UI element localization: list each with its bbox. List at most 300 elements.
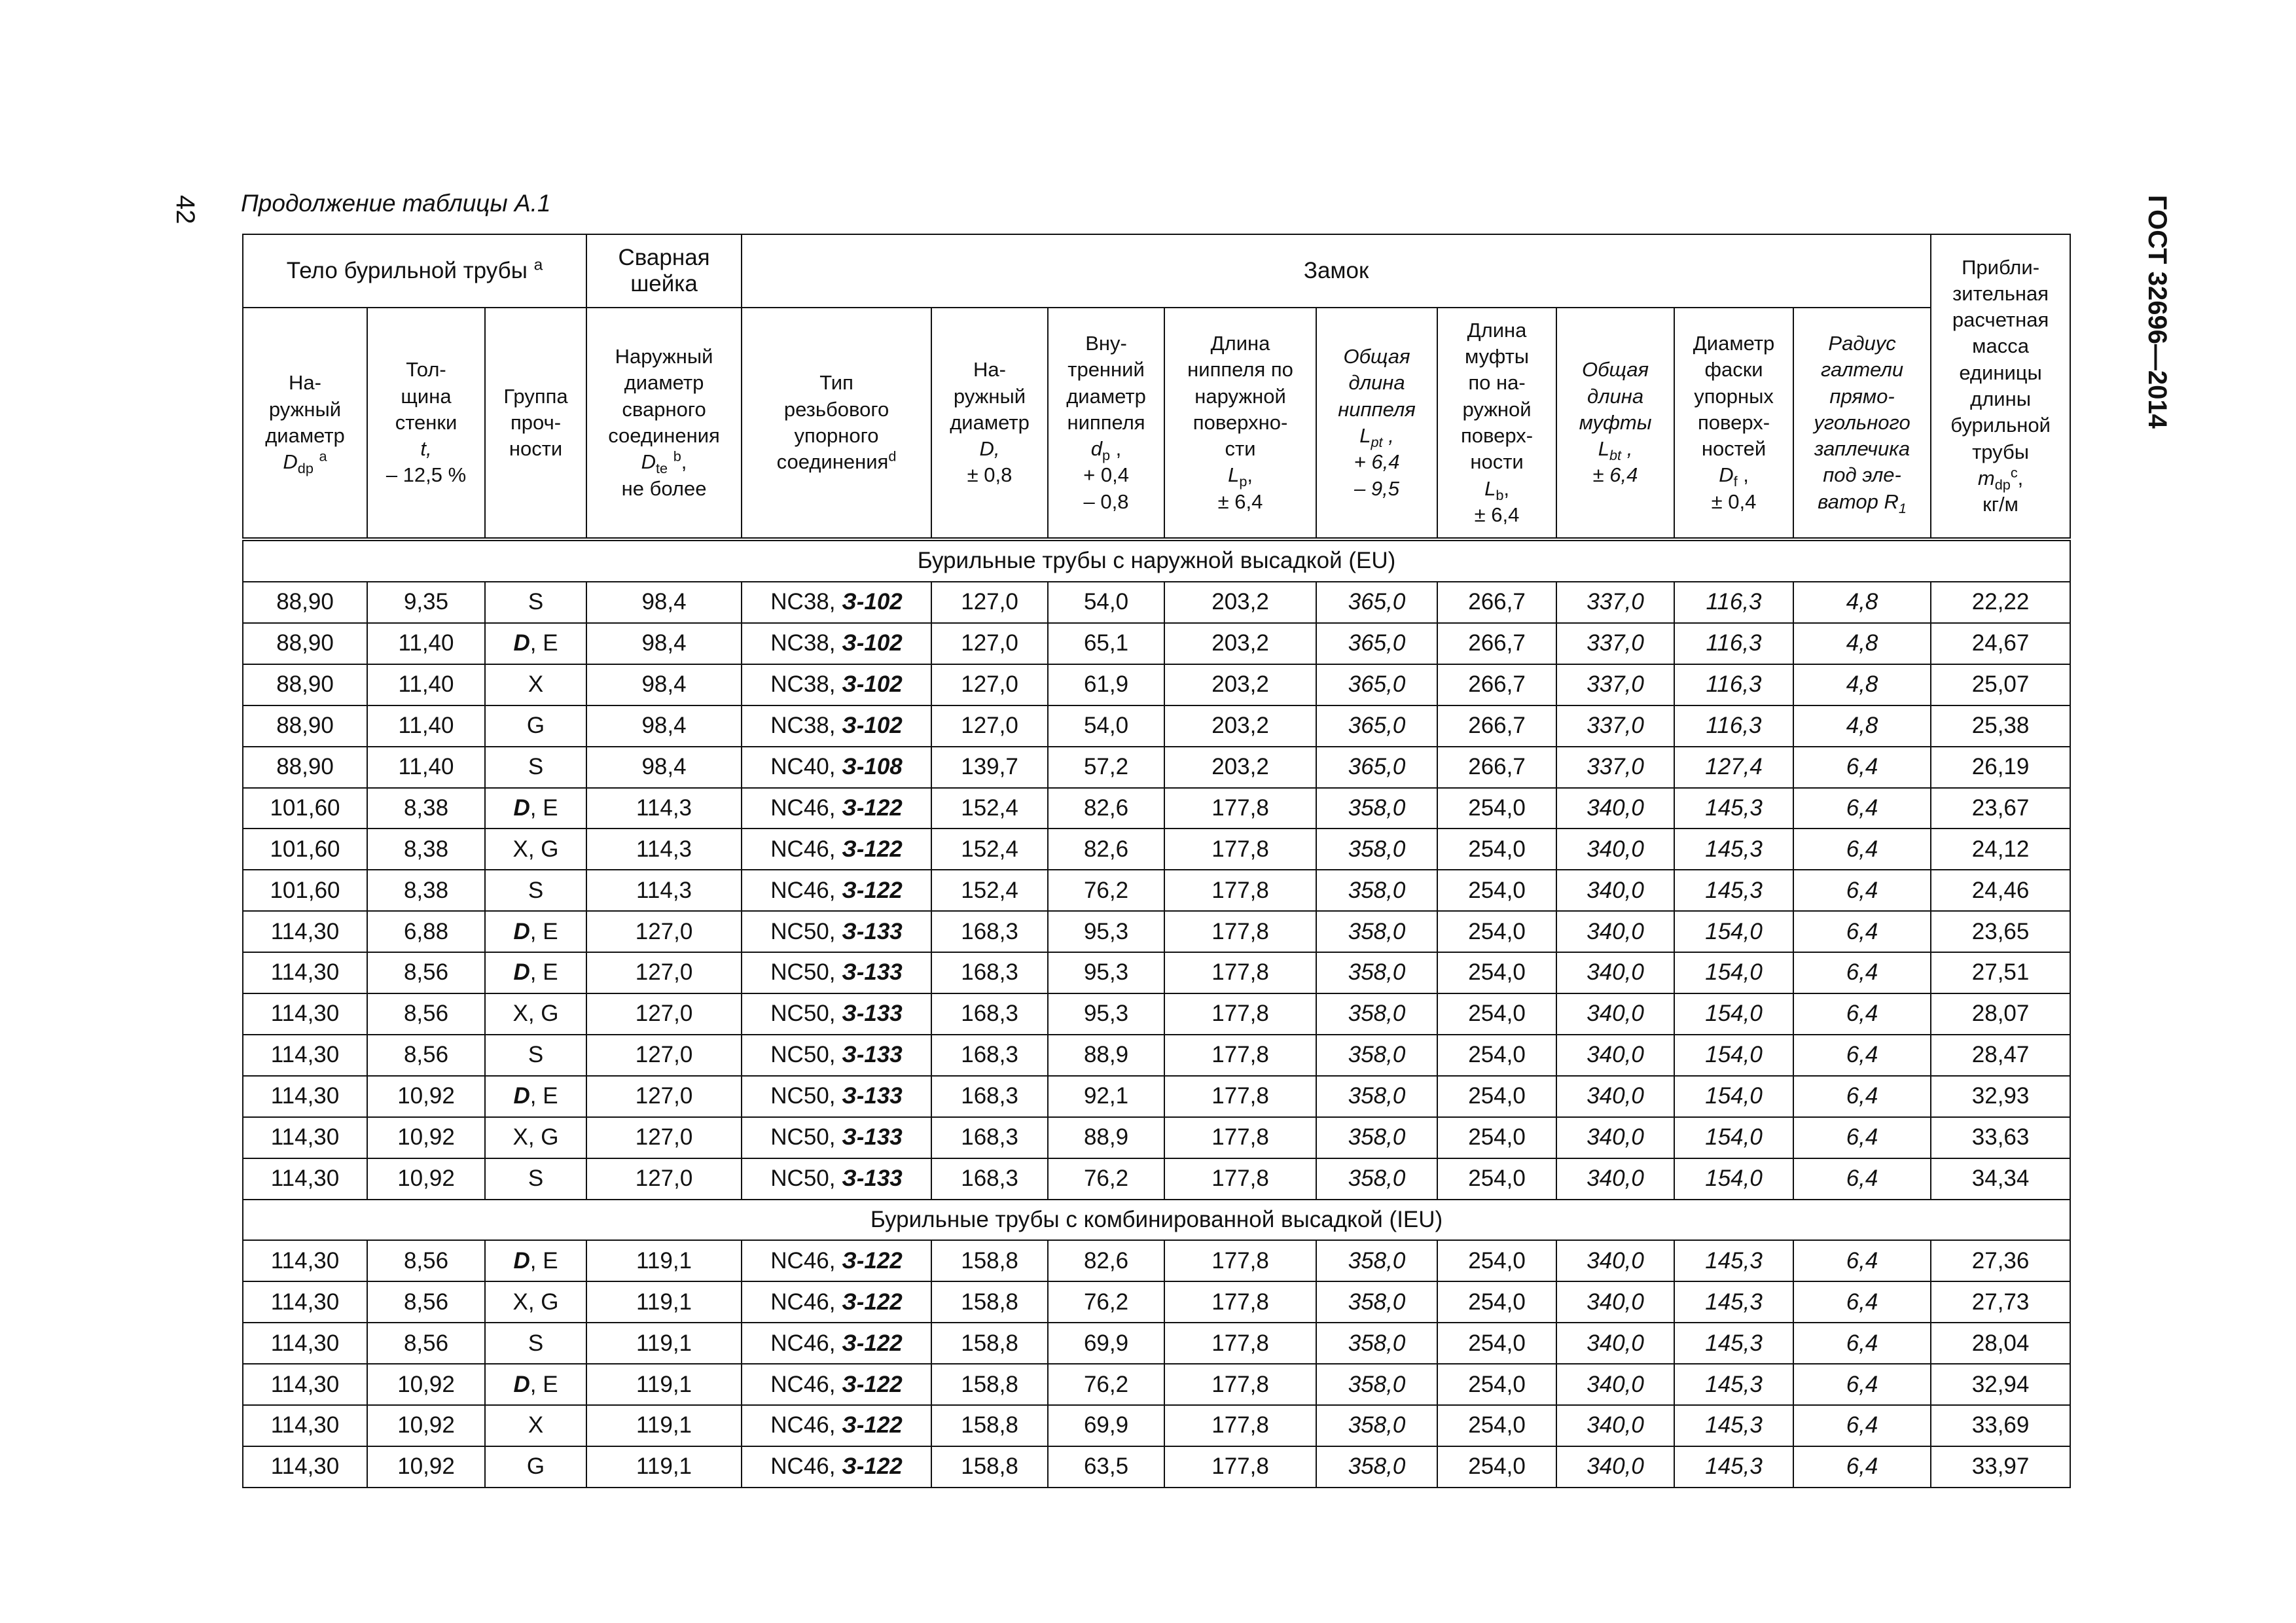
- table-row: [243, 1281, 2070, 1323]
- cell-box-total-length: 337,0: [1556, 747, 1674, 788]
- cell-shoulder-radius: 6,4: [1793, 1405, 1931, 1446]
- cell-box-length: 254,0: [1437, 1240, 1556, 1281]
- cell-neck-outside-diameter: 98,4: [586, 705, 742, 747]
- grade-secondary: , E: [529, 794, 558, 821]
- cell-box-total-length: 337,0: [1556, 623, 1674, 664]
- cell-box-length: 254,0: [1437, 788, 1556, 829]
- cell-box-total-length: 340,0: [1556, 993, 1674, 1035]
- header-outside-diameter: На- ружный диаметр $D_{dp}$ $^a$: [243, 308, 367, 539]
- thread-api: NC50,: [770, 1083, 842, 1109]
- cell-pin-total-length: 358,0: [1316, 1117, 1437, 1158]
- grade-primary: X: [528, 1412, 544, 1438]
- cell-box-length: 254,0: [1437, 1323, 1556, 1364]
- cell-mass: 27,51: [1931, 952, 2070, 993]
- cell-joint-outside-diameter: 127,0: [931, 623, 1048, 664]
- grade-secondary: , E: [529, 918, 558, 944]
- cell-thread-type: [742, 952, 931, 993]
- cell-mass: 24,67: [1931, 623, 2070, 664]
- table-row: [243, 993, 2070, 1035]
- cell-steel-grade: [485, 829, 586, 870]
- grade-primary: D: [513, 630, 530, 656]
- cell-chamfer-diameter: 154,0: [1674, 911, 1793, 952]
- cell-outside-diameter: 114,30: [243, 952, 367, 993]
- header-thread-type: Тип резьбового упорного соединения$^d$: [742, 308, 931, 539]
- cell-chamfer-diameter: 145,3: [1674, 870, 1793, 911]
- cell-wall-thickness: 6,88: [367, 911, 485, 952]
- header-pipe-body: Тело бурильной трубы $^a$: [243, 234, 586, 308]
- thread-gost: З-122: [842, 1412, 903, 1438]
- cell-box-total-length: 340,0: [1556, 952, 1674, 993]
- cell-shoulder-radius: 6,4: [1793, 1158, 1931, 1200]
- thread-api: NC46,: [770, 1371, 842, 1397]
- cell-chamfer-diameter: 116,3: [1674, 623, 1793, 664]
- cell-joint-outside-diameter: 158,8: [931, 1240, 1048, 1281]
- cell-pin-inside-diameter: 65,1: [1048, 623, 1164, 664]
- header-wall-thickness: Тол- щина стенки t, – 12,5 %: [367, 308, 485, 539]
- section-header-row: [243, 1200, 2070, 1241]
- thread-gost: З-102: [842, 713, 903, 739]
- grade-primary: X: [528, 671, 544, 698]
- cell-thread-type: [742, 911, 931, 952]
- thread-api: NC46,: [770, 1412, 842, 1438]
- cell-neck-outside-diameter: 119,1: [586, 1405, 742, 1446]
- thread-gost: З-133: [842, 1042, 903, 1068]
- cell-steel-grade: [485, 1364, 586, 1405]
- cell-wall-thickness: 8,38: [367, 788, 485, 829]
- cell-mass: 27,36: [1931, 1240, 2070, 1281]
- cell-chamfer-diameter: 154,0: [1674, 1158, 1793, 1200]
- cell-chamfer-diameter: 116,3: [1674, 582, 1793, 623]
- cell-pin-length: 177,8: [1164, 1323, 1316, 1364]
- cell-neck-outside-diameter: 127,0: [586, 1076, 742, 1117]
- cell-pin-total-length: 358,0: [1316, 1405, 1437, 1446]
- cell-joint-outside-diameter: 158,8: [931, 1405, 1048, 1446]
- cell-chamfer-diameter: 116,3: [1674, 705, 1793, 747]
- cell-pin-total-length: 358,0: [1316, 1240, 1437, 1281]
- cell-shoulder-radius: 6,4: [1793, 747, 1931, 788]
- cell-joint-outside-diameter: 168,3: [931, 993, 1048, 1035]
- table-row: [243, 911, 2070, 952]
- cell-steel-grade: [485, 1035, 586, 1076]
- grade-secondary: , E: [529, 1371, 558, 1397]
- cell-pin-inside-diameter: 88,9: [1048, 1117, 1164, 1158]
- cell-neck-outside-diameter: 127,0: [586, 1158, 742, 1200]
- cell-pin-length: 177,8: [1164, 870, 1316, 911]
- cell-outside-diameter: 88,90: [243, 705, 367, 747]
- header-neck-outside-diameter: Наружный диаметр сварного соединения $D_{te}$ $^b$, не более: [586, 308, 742, 539]
- thread-api: NC46,: [770, 1247, 842, 1274]
- thread-api: NC46,: [770, 877, 842, 903]
- thread-gost: З-102: [842, 589, 903, 615]
- header-box-total-length: Общая длина муфты $L_{bt}$ , ± 6,4: [1556, 308, 1674, 539]
- grade-primary: X, G: [512, 1124, 559, 1150]
- cell-chamfer-diameter: 145,3: [1674, 1323, 1793, 1364]
- section-title: Бурильные трубы с комбинированной высадкой (IEU): [243, 1200, 2070, 1241]
- cell-mass: 32,94: [1931, 1364, 2070, 1405]
- thread-gost: З-122: [842, 836, 903, 862]
- cell-mass: 27,73: [1931, 1281, 2070, 1323]
- cell-box-total-length: 340,0: [1556, 829, 1674, 870]
- thread-gost: З-122: [842, 877, 903, 903]
- cell-pin-inside-diameter: 69,9: [1048, 1405, 1164, 1446]
- cell-box-length: 254,0: [1437, 1405, 1556, 1446]
- cell-thread-type: [742, 1364, 931, 1405]
- table-row: [243, 1158, 2070, 1200]
- cell-box-total-length: 340,0: [1556, 1446, 1674, 1488]
- table-row: [243, 664, 2070, 705]
- cell-neck-outside-diameter: 114,3: [586, 788, 742, 829]
- cell-neck-outside-diameter: 127,0: [586, 952, 742, 993]
- cell-neck-outside-diameter: 127,0: [586, 1035, 742, 1076]
- section-header-row: [243, 539, 2070, 582]
- cell-pin-inside-diameter: 76,2: [1048, 870, 1164, 911]
- table-row: [243, 1405, 2070, 1446]
- cell-pin-length: 177,8: [1164, 911, 1316, 952]
- cell-wall-thickness: 10,92: [367, 1117, 485, 1158]
- cell-outside-diameter: 114,30: [243, 1240, 367, 1281]
- cell-pin-length: 177,8: [1164, 1117, 1316, 1158]
- cell-neck-outside-diameter: 98,4: [586, 582, 742, 623]
- header-pin-length: Длина ниппеля по наружной поверхно- сти $L_p$, ± 6,4: [1164, 308, 1316, 539]
- cell-outside-diameter: 88,90: [243, 582, 367, 623]
- cell-mass: 33,97: [1931, 1446, 2070, 1488]
- cell-box-total-length: 337,0: [1556, 582, 1674, 623]
- cell-joint-outside-diameter: 168,3: [931, 1117, 1048, 1158]
- cell-chamfer-diameter: 145,3: [1674, 1240, 1793, 1281]
- cell-pin-length: 177,8: [1164, 1364, 1316, 1405]
- cell-pin-inside-diameter: 63,5: [1048, 1446, 1164, 1488]
- cell-wall-thickness: 8,56: [367, 1323, 485, 1364]
- section-title: Бурильные трубы с наружной высадкой (EU): [243, 539, 2070, 582]
- grade-primary: S: [528, 1042, 544, 1068]
- cell-mass: 28,04: [1931, 1323, 2070, 1364]
- cell-box-total-length: 340,0: [1556, 1076, 1674, 1117]
- cell-pin-inside-diameter: 76,2: [1048, 1158, 1164, 1200]
- thread-gost: З-133: [842, 1083, 903, 1109]
- cell-outside-diameter: 114,30: [243, 1076, 367, 1117]
- cell-steel-grade: [485, 1076, 586, 1117]
- cell-steel-grade: [485, 582, 586, 623]
- grade-secondary: , E: [529, 959, 558, 986]
- thread-gost: З-102: [842, 630, 903, 656]
- grade-primary: S: [528, 1165, 544, 1191]
- cell-thread-type: [742, 1035, 931, 1076]
- grade-primary: S: [528, 753, 544, 779]
- cell-mass: 23,65: [1931, 911, 2070, 952]
- cell-shoulder-radius: 4,8: [1793, 664, 1931, 705]
- cell-pin-inside-diameter: 69,9: [1048, 1323, 1164, 1364]
- cell-mass: 28,07: [1931, 993, 2070, 1035]
- cell-steel-grade: [485, 993, 586, 1035]
- table-body: [243, 539, 2070, 1488]
- cell-mass: 25,38: [1931, 705, 2070, 747]
- cell-shoulder-radius: 6,4: [1793, 1281, 1931, 1323]
- cell-pin-length: 203,2: [1164, 582, 1316, 623]
- cell-pin-total-length: 365,0: [1316, 664, 1437, 705]
- cell-thread-type: [742, 1117, 931, 1158]
- cell-joint-outside-diameter: 168,3: [931, 952, 1048, 993]
- thread-gost: З-133: [842, 1001, 903, 1027]
- cell-outside-diameter: 114,30: [243, 1035, 367, 1076]
- cell-mass: 34,34: [1931, 1158, 2070, 1200]
- cell-mass: 33,63: [1931, 1117, 2070, 1158]
- cell-mass: 33,69: [1931, 1405, 2070, 1446]
- cell-box-length: 266,7: [1437, 582, 1556, 623]
- cell-shoulder-radius: 4,8: [1793, 582, 1931, 623]
- grade-primary: G: [526, 1454, 545, 1480]
- thread-api: NC38,: [770, 630, 842, 656]
- cell-thread-type: [742, 788, 931, 829]
- cell-steel-grade: [485, 1446, 586, 1488]
- header-weld-neck: Сварная шейка: [586, 234, 742, 308]
- cell-pin-total-length: 358,0: [1316, 829, 1437, 870]
- cell-thread-type: [742, 870, 931, 911]
- table-row: [243, 870, 2070, 911]
- cell-joint-outside-diameter: 139,7: [931, 747, 1048, 788]
- thread-api: NC38,: [770, 713, 842, 739]
- cell-outside-diameter: 101,60: [243, 870, 367, 911]
- cell-outside-diameter: 114,30: [243, 1323, 367, 1364]
- cell-pin-total-length: 365,0: [1316, 747, 1437, 788]
- grade-primary: D: [513, 1083, 530, 1109]
- cell-outside-diameter: 114,30: [243, 1117, 367, 1158]
- cell-pin-total-length: 358,0: [1316, 1158, 1437, 1200]
- thread-api: NC46,: [770, 1330, 842, 1356]
- cell-steel-grade: [485, 1281, 586, 1323]
- cell-box-length: 254,0: [1437, 911, 1556, 952]
- cell-chamfer-diameter: 145,3: [1674, 1364, 1793, 1405]
- cell-box-length: 254,0: [1437, 870, 1556, 911]
- cell-neck-outside-diameter: 119,1: [586, 1323, 742, 1364]
- thread-gost: З-122: [842, 1330, 903, 1356]
- grade-secondary: , E: [529, 1083, 558, 1109]
- cell-shoulder-radius: 6,4: [1793, 993, 1931, 1035]
- cell-steel-grade: [485, 664, 586, 705]
- cell-pin-total-length: 358,0: [1316, 952, 1437, 993]
- header-chamfer-diameter: Диаметр фаски упорных поверх- ностей $D_f$ , ± 0,4: [1674, 308, 1793, 539]
- cell-joint-outside-diameter: 158,8: [931, 1323, 1048, 1364]
- cell-pin-inside-diameter: 82,6: [1048, 829, 1164, 870]
- cell-pin-inside-diameter: 82,6: [1048, 1240, 1164, 1281]
- cell-pin-total-length: 358,0: [1316, 993, 1437, 1035]
- cell-steel-grade: [485, 911, 586, 952]
- cell-mass: 26,19: [1931, 747, 2070, 788]
- cell-neck-outside-diameter: 127,0: [586, 993, 742, 1035]
- cell-joint-outside-diameter: 168,3: [931, 1076, 1048, 1117]
- thread-api: NC46,: [770, 794, 842, 821]
- thread-api: NC40,: [770, 753, 842, 779]
- table-row: [243, 1364, 2070, 1405]
- grade-primary: X, G: [512, 1289, 559, 1315]
- cell-outside-diameter: 114,30: [243, 1364, 367, 1405]
- cell-joint-outside-diameter: 158,8: [931, 1281, 1048, 1323]
- cell-outside-diameter: 101,60: [243, 788, 367, 829]
- thread-gost: З-122: [842, 1371, 903, 1397]
- table-row: [243, 788, 2070, 829]
- table-row: [243, 952, 2070, 993]
- cell-steel-grade: [485, 1117, 586, 1158]
- cell-neck-outside-diameter: 119,1: [586, 1281, 742, 1323]
- cell-pin-inside-diameter: 95,3: [1048, 952, 1164, 993]
- cell-mass: 32,93: [1931, 1076, 2070, 1117]
- cell-box-length: 254,0: [1437, 1364, 1556, 1405]
- cell-joint-outside-diameter: 158,8: [931, 1446, 1048, 1488]
- thread-gost: З-122: [842, 1454, 903, 1480]
- cell-thread-type: [742, 705, 931, 747]
- cell-wall-thickness: 11,40: [367, 623, 485, 664]
- grade-primary: D: [513, 794, 530, 821]
- cell-wall-thickness: 8,56: [367, 1281, 485, 1323]
- cell-thread-type: [742, 623, 931, 664]
- cell-outside-diameter: 114,30: [243, 1405, 367, 1446]
- cell-pin-inside-diameter: 57,2: [1048, 747, 1164, 788]
- cell-wall-thickness: 10,92: [367, 1446, 485, 1488]
- cell-joint-outside-diameter: 127,0: [931, 582, 1048, 623]
- cell-shoulder-radius: 6,4: [1793, 1446, 1931, 1488]
- thread-gost: З-133: [842, 959, 903, 986]
- cell-pin-total-length: 358,0: [1316, 1364, 1437, 1405]
- cell-mass: 25,07: [1931, 664, 2070, 705]
- cell-shoulder-radius: 6,4: [1793, 1364, 1931, 1405]
- thread-api: NC46,: [770, 1454, 842, 1480]
- cell-chamfer-diameter: 154,0: [1674, 993, 1793, 1035]
- cell-chamfer-diameter: 145,3: [1674, 788, 1793, 829]
- cell-pin-length: 177,8: [1164, 1240, 1316, 1281]
- cell-box-total-length: 340,0: [1556, 1323, 1674, 1364]
- cell-chamfer-diameter: 127,4: [1674, 747, 1793, 788]
- grade-secondary: , E: [529, 1247, 558, 1274]
- thread-api: NC50,: [770, 1124, 842, 1150]
- cell-box-total-length: 340,0: [1556, 1158, 1674, 1200]
- cell-wall-thickness: 9,35: [367, 582, 485, 623]
- cell-box-length: 254,0: [1437, 1076, 1556, 1117]
- cell-joint-outside-diameter: 127,0: [931, 664, 1048, 705]
- cell-steel-grade: [485, 623, 586, 664]
- table-row: [243, 582, 2070, 623]
- cell-wall-thickness: 10,92: [367, 1076, 485, 1117]
- cell-pin-total-length: 358,0: [1316, 788, 1437, 829]
- cell-pin-length: 177,8: [1164, 1405, 1316, 1446]
- cell-pin-total-length: 358,0: [1316, 1035, 1437, 1076]
- table-row: [243, 1240, 2070, 1281]
- cell-joint-outside-diameter: 168,3: [931, 1035, 1048, 1076]
- cell-joint-outside-diameter: 158,8: [931, 1364, 1048, 1405]
- cell-box-length: 254,0: [1437, 1281, 1556, 1323]
- cell-neck-outside-diameter: 119,1: [586, 1446, 742, 1488]
- cell-joint-outside-diameter: 152,4: [931, 870, 1048, 911]
- cell-pin-total-length: 358,0: [1316, 1281, 1437, 1323]
- thread-api: NC50,: [770, 918, 842, 944]
- thread-gost: З-122: [842, 1247, 903, 1274]
- cell-pin-total-length: 358,0: [1316, 870, 1437, 911]
- cell-shoulder-radius: 6,4: [1793, 1035, 1931, 1076]
- cell-mass: 23,67: [1931, 788, 2070, 829]
- cell-wall-thickness: 8,56: [367, 1240, 485, 1281]
- cell-chamfer-diameter: 145,3: [1674, 1405, 1793, 1446]
- cell-chamfer-diameter: 145,3: [1674, 829, 1793, 870]
- grade-primary: D: [513, 918, 530, 944]
- cell-neck-outside-diameter: 114,3: [586, 870, 742, 911]
- thread-gost: З-133: [842, 918, 903, 944]
- cell-pin-inside-diameter: 61,9: [1048, 664, 1164, 705]
- cell-box-total-length: 340,0: [1556, 1405, 1674, 1446]
- cell-box-length: 254,0: [1437, 1158, 1556, 1200]
- table-row: [243, 829, 2070, 870]
- cell-pin-inside-diameter: 76,2: [1048, 1281, 1164, 1323]
- cell-thread-type: [742, 1240, 931, 1281]
- cell-box-total-length: 337,0: [1556, 664, 1674, 705]
- cell-pin-total-length: 358,0: [1316, 911, 1437, 952]
- cell-neck-outside-diameter: 119,1: [586, 1364, 742, 1405]
- table-row: [243, 1117, 2070, 1158]
- cell-thread-type: [742, 1446, 931, 1488]
- grade-primary: S: [528, 589, 544, 615]
- thread-gost: З-133: [842, 1124, 903, 1150]
- cell-neck-outside-diameter: 127,0: [586, 1117, 742, 1158]
- thread-gost: З-122: [842, 1289, 903, 1315]
- cell-pin-total-length: 365,0: [1316, 582, 1437, 623]
- cell-wall-thickness: 10,92: [367, 1405, 485, 1446]
- cell-steel-grade: [485, 788, 586, 829]
- cell-shoulder-radius: 6,4: [1793, 1240, 1931, 1281]
- cell-steel-grade: [485, 1405, 586, 1446]
- cell-pin-length: 177,8: [1164, 829, 1316, 870]
- cell-chamfer-diameter: 154,0: [1674, 1076, 1793, 1117]
- cell-steel-grade: [485, 1323, 586, 1364]
- cell-box-length: 254,0: [1437, 1117, 1556, 1158]
- cell-thread-type: [742, 1405, 931, 1446]
- thread-api: NC38,: [770, 671, 842, 698]
- thread-api: NC46,: [770, 1289, 842, 1315]
- cell-box-total-length: 340,0: [1556, 1364, 1674, 1405]
- cell-pin-length: 203,2: [1164, 664, 1316, 705]
- cell-wall-thickness: 8,38: [367, 829, 485, 870]
- cell-wall-thickness: 11,40: [367, 664, 485, 705]
- thread-gost: З-133: [842, 1165, 903, 1191]
- cell-wall-thickness: 8,56: [367, 1035, 485, 1076]
- cell-shoulder-radius: 6,4: [1793, 911, 1931, 952]
- cell-shoulder-radius: 6,4: [1793, 1076, 1931, 1117]
- header-shoulder-radius: Радиус галтели прямо- угольного заплечика под эле- ватор $R_1$: [1793, 308, 1931, 539]
- cell-wall-thickness: 10,92: [367, 1364, 485, 1405]
- cell-thread-type: [742, 1158, 931, 1200]
- grade-primary: D: [513, 1371, 530, 1397]
- cell-box-length: 266,7: [1437, 623, 1556, 664]
- cell-box-total-length: 340,0: [1556, 1281, 1674, 1323]
- cell-pin-length: 177,8: [1164, 1158, 1316, 1200]
- cell-outside-diameter: 114,30: [243, 1281, 367, 1323]
- grade-primary: S: [528, 1330, 544, 1356]
- cell-joint-outside-diameter: 127,0: [931, 705, 1048, 747]
- grade-primary: S: [528, 877, 544, 903]
- table-row: [243, 747, 2070, 788]
- cell-wall-thickness: 10,92: [367, 1158, 485, 1200]
- cell-box-total-length: 340,0: [1556, 788, 1674, 829]
- cell-outside-diameter: 114,30: [243, 1158, 367, 1200]
- cell-shoulder-radius: 4,8: [1793, 623, 1931, 664]
- cell-steel-grade: [485, 1158, 586, 1200]
- grade-primary: X, G: [512, 836, 559, 862]
- cell-pin-length: 177,8: [1164, 952, 1316, 993]
- grade-primary: X, G: [512, 1001, 559, 1027]
- cell-joint-outside-diameter: 152,4: [931, 788, 1048, 829]
- cell-chamfer-diameter: 116,3: [1674, 664, 1793, 705]
- cell-pin-inside-diameter: 54,0: [1048, 705, 1164, 747]
- cell-thread-type: [742, 747, 931, 788]
- cell-joint-outside-diameter: 168,3: [931, 1158, 1048, 1200]
- grade-primary: G: [526, 713, 545, 739]
- cell-outside-diameter: 114,30: [243, 993, 367, 1035]
